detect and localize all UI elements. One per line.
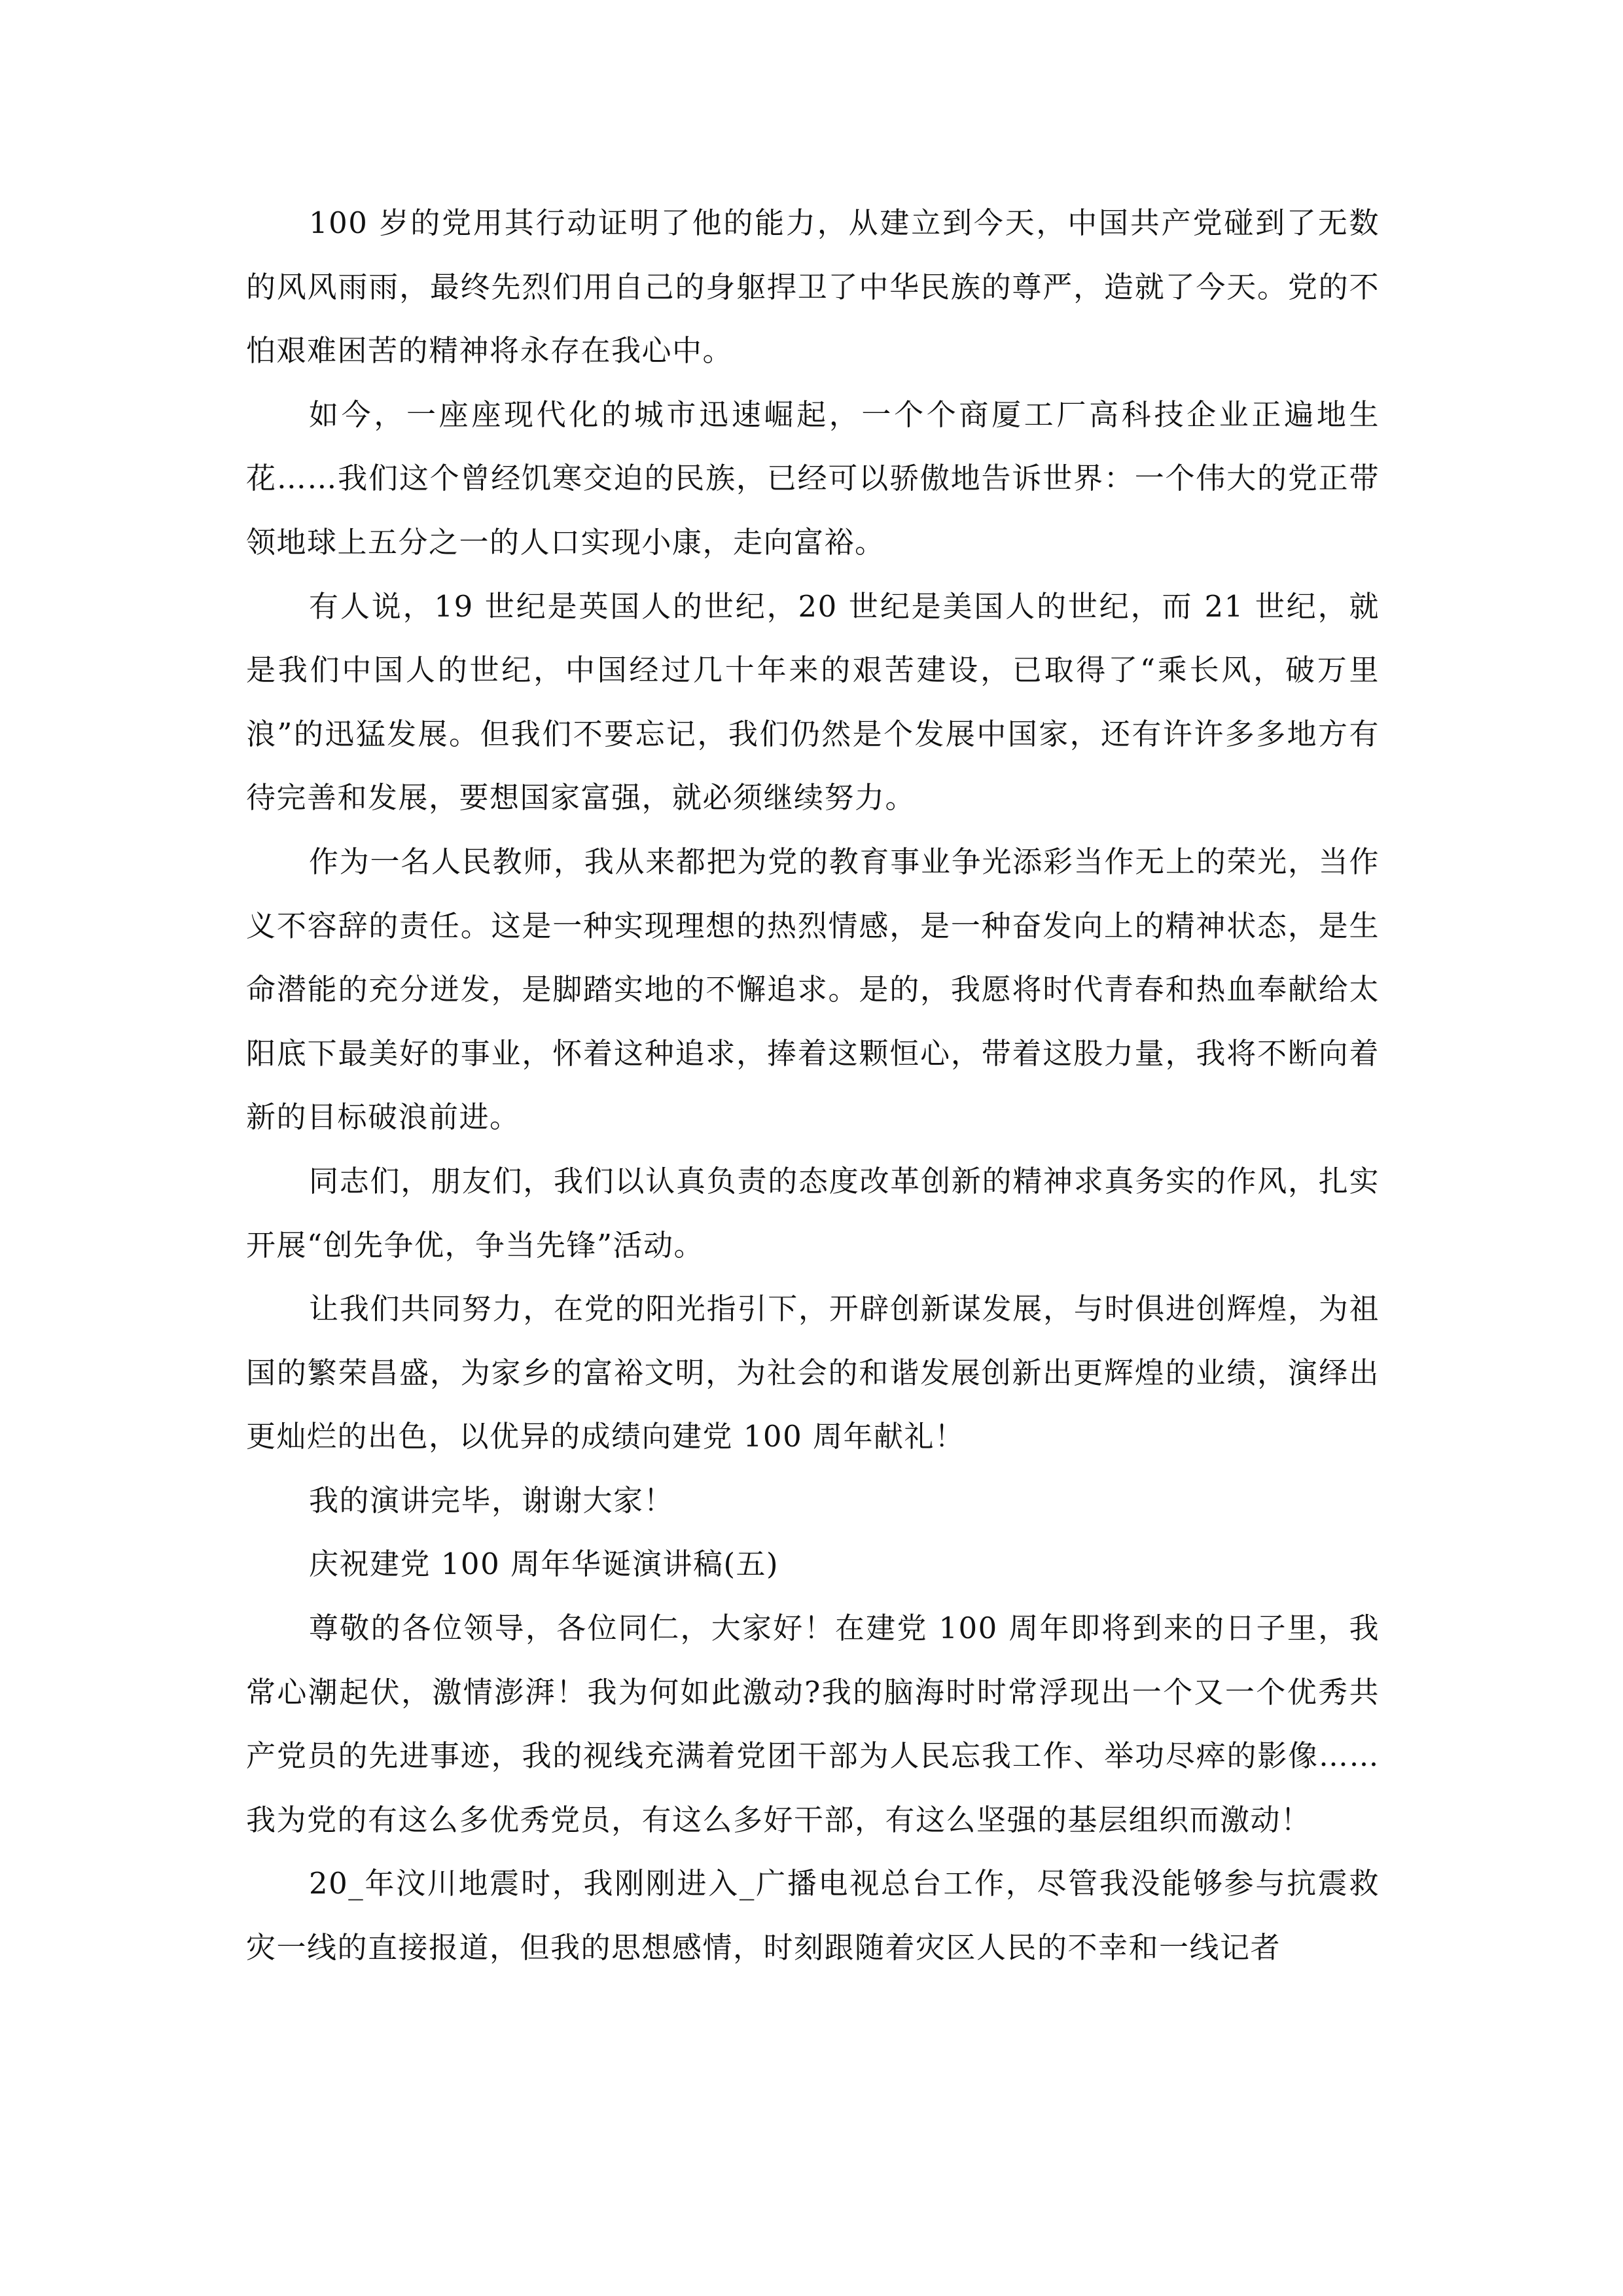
- paragraph-2: 如今，一座座现代化的城市迅速崛起，一个个商厦工厂高科技企业正遍地生花……我们这个曾经饥寒交迫的民族，已经可以骄傲地告诉世界：一个伟大的党正带领地球上五分之一的人口实现小康，走向富裕。: [246, 397, 1380, 560]
- paragraph-7: 尊敬的各位领导，各位同仁，大家好！在建党 100 周年即将到来的日子里，我常心潮起伏，激情澎湃！我为何如此激动?我的脑海时时常浮现出一个又一个优秀共产党员的先进事迹，我的视线充满着党团干部为人民忘我工作、举功尽瘁的影像……我为党的有这么多优秀党员，有这么多好干部，有这么坚强的基层组织而激动！: [246, 1611, 1380, 1837]
- paragraph-5: 同志们，朋友们，我们以认真负责的态度改革创新的精神求真务实的作风，扎实开展“创先争优，争当先锋”活动。: [246, 1163, 1380, 1263]
- paragraph-1: 100 岁的党用其行动证明了他的能力，从建立到今天，中国共产党碰到了无数的风风雨雨，最终先烈们用自己的身躯捍卫了中华民族的尊严，造就了今天。党的不怕艰难困苦的精神将永存在我心中。: [246, 206, 1380, 368]
- paragraph-6: 让我们共同努力，在党的阳光指引下，开辟创新谋发展，与时俱进创辉煌，为祖国的繁荣昌盛，为家乡的富裕文明，为社会的和谐发展创新出更辉煌的业绩，演绎出更灿烂的出色，以优异的成绩向建党 100 周年献礼！: [246, 1291, 1380, 1454]
- paragraph-8: 20_年汶川地震时，我刚刚进入_广播电视总台工作，尽管我没能够参与抗震救灾一线的直接报道，但我的思想感情，时刻跟随着灾区人民的不幸和一线记者: [246, 1866, 1380, 1965]
- paragraph-4: 作为一名人民教师，我从来都把为党的教育事业争光添彩当作无上的荣光，当作义不容辞的责任。这是一种实现理想的热烈情感，是一种奋发向上的精神状态，是生命潜能的充分迸发，是脚踏实地的不懈追求。是的，我愿将时代青春和热血奉献给太阳底下最美好的事业，怀着这种追求，捧着这颗恒心，带着这股力量，我将不断向着新的目标破浪前进。: [246, 844, 1380, 1135]
- section-title: 庆祝建党 100 周年华诞演讲稿(五): [309, 1547, 779, 1582]
- closing-line: 我的演讲完毕，谢谢大家！: [309, 1482, 675, 1518]
- paragraph-3: 有人说，19 世纪是英国人的世纪，20 世纪是美国人的世纪，而 21 世纪，就是我们中国人的世纪，中国经过几十年来的艰苦建设，已取得了“乘长风，破万里浪”的迅猛发展。但我们不要忘记，我们仍然是个发展中国家，还有许许多多地方有待完善和发展，要想国家富强，就必须继续努力。: [246, 588, 1380, 816]
- document-body: [246, 191, 1380, 1980]
